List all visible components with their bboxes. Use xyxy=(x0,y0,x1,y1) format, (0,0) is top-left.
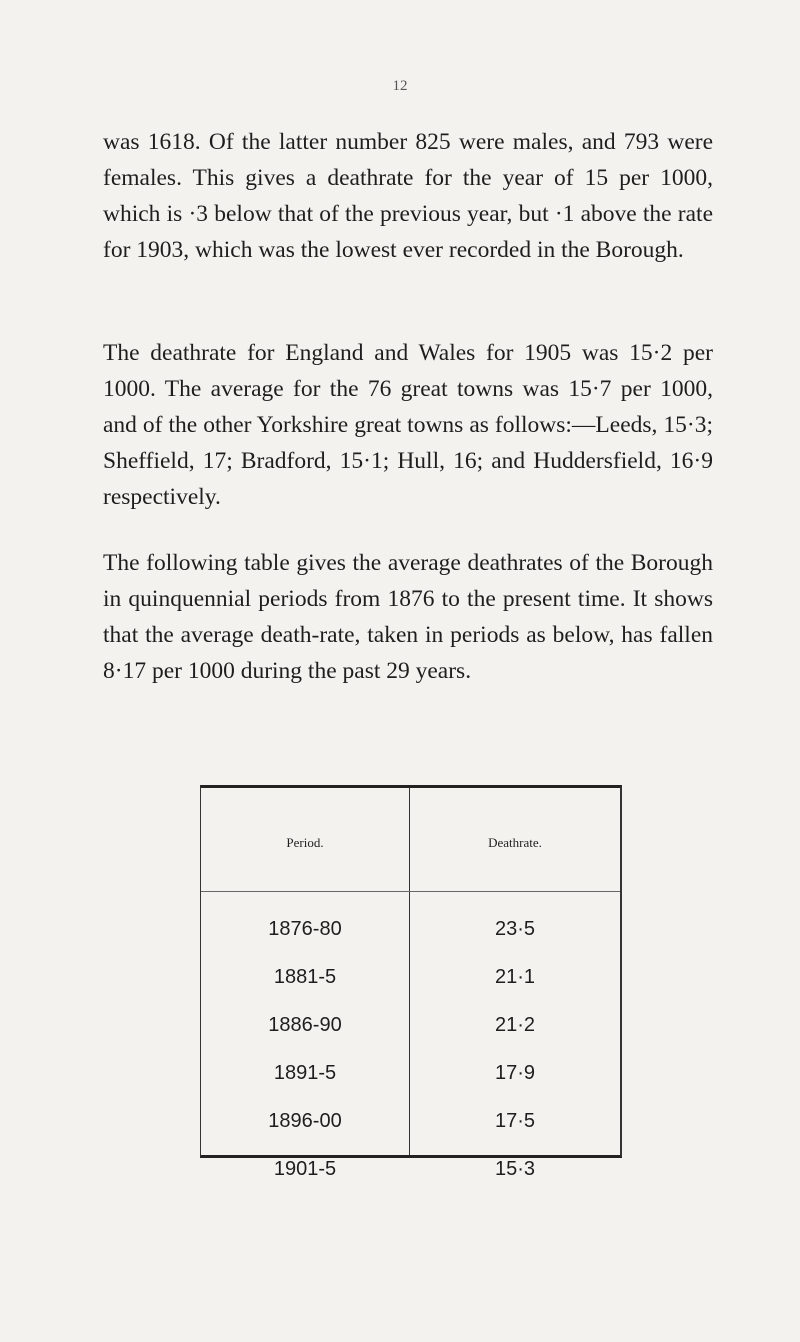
deathrate-cell: 21·1 xyxy=(494,966,536,988)
table-row xyxy=(201,1110,620,1158)
table-row xyxy=(201,966,620,1014)
period-cell: 1901-5 xyxy=(273,1158,337,1180)
period-cell: 1881-5 xyxy=(273,966,337,988)
table-body xyxy=(201,918,620,1206)
deathrate-cell: 17·5 xyxy=(494,1110,536,1132)
period-cell: 1896-00 xyxy=(268,1110,342,1132)
period-cell: 1876-80 xyxy=(268,918,342,940)
deathrate-cell: 17·9 xyxy=(494,1062,536,1084)
table-row xyxy=(201,1062,620,1110)
paragraph-national-comparison: The deathrate for England and Wales for 1905 was 15·2 per 1000. The average for the 76 great towns was 15·7 per 1000, and of the other Yorkshire great towns as follows:—Leeds, 15·3; Sheffield, 17; Bradford, 15·1; Hull, 16; and Huddersfield, 16·9 respectively. xyxy=(103,340,713,510)
period-cell: 1891-5 xyxy=(273,1062,337,1084)
deathrate-cell: 23·5 xyxy=(494,918,536,940)
deathrate-table xyxy=(200,785,622,1180)
header-deathrate: Deathrate. xyxy=(488,835,542,850)
table-row xyxy=(201,918,620,966)
table-row xyxy=(201,1158,620,1206)
deathrate-cell: 15·3 xyxy=(494,1158,536,1180)
table-row xyxy=(201,1014,620,1062)
period-cell: 1886-90 xyxy=(268,1014,342,1036)
deathrate-cell: 21·2 xyxy=(494,1014,536,1036)
page-number: 12 xyxy=(392,78,408,94)
header-rule xyxy=(201,891,620,892)
paragraph-deaths-summary: was 1618. Of the latter number 825 were males, and 793 were females. This gives a deathrate for the year of 15 per 1000, which is ·3 below that of the previous year, but ·1 above the rate for 1903, which was the lowest ever recorded in the Borough. xyxy=(103,129,713,263)
header-period: Period. xyxy=(286,835,324,850)
paragraph-table-intro: The following table gives the average deathrates of the Borough in quinquennial periods from 1876 to the present time. It shows that the average death-rate, taken in periods as below, has fallen 8·17 per 1000 during the past 29 years. xyxy=(103,550,713,684)
